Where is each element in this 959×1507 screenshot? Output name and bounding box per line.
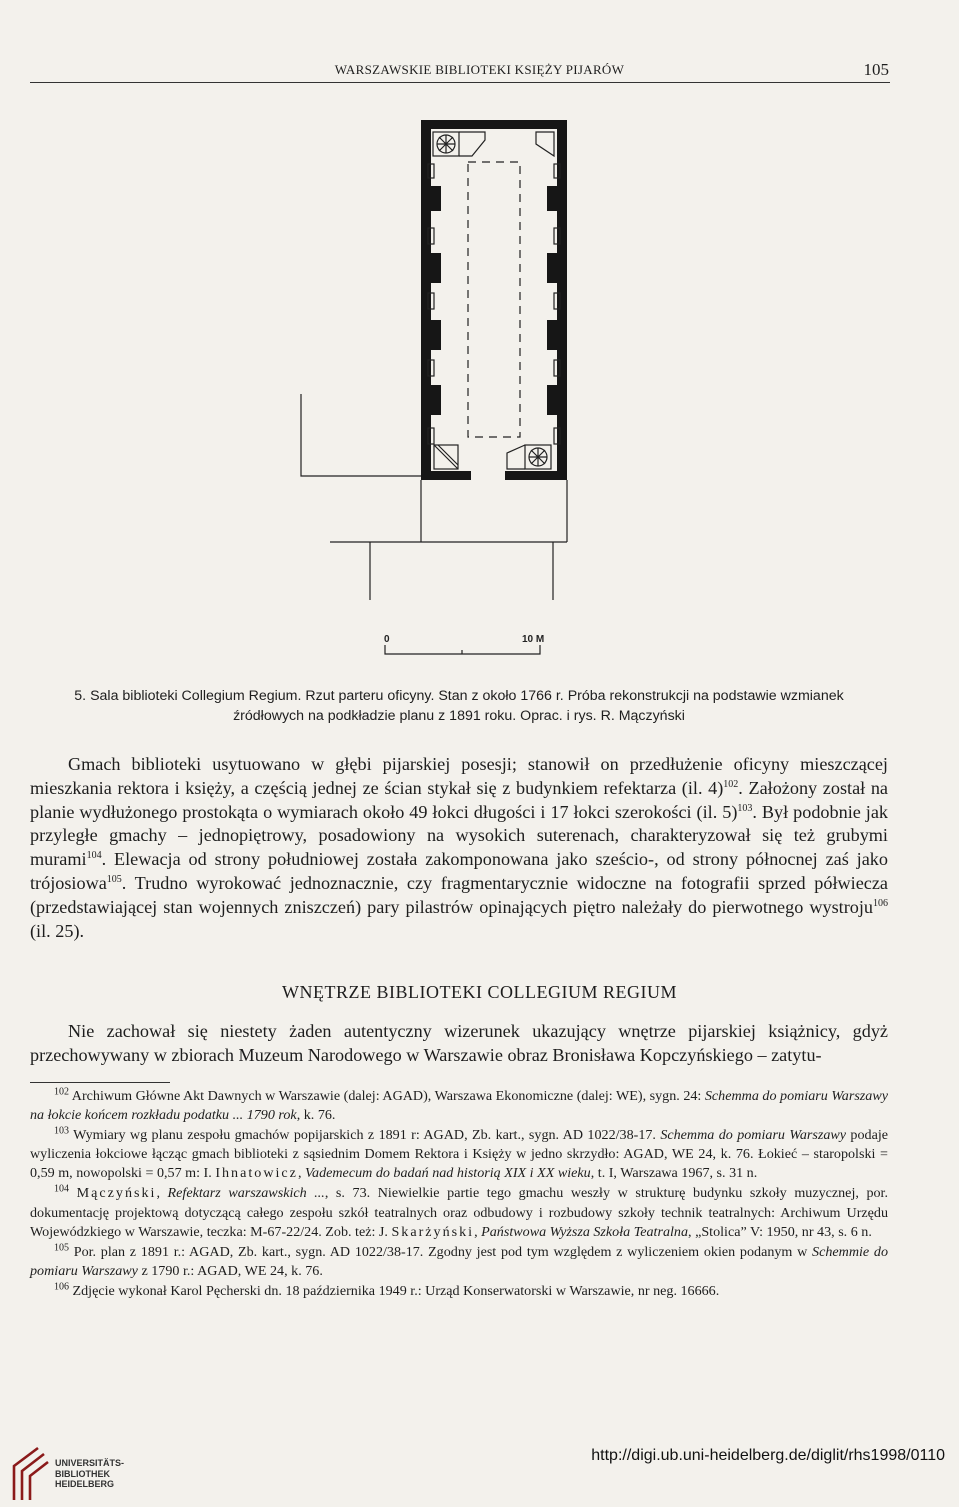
north-wall (421, 120, 567, 129)
footnote-ref-102: 102 (723, 778, 739, 790)
section-heading: WNĘTRZE BIBLIOTEKI COLLEGIUM REGIUM (282, 982, 677, 1002)
footnote-103: $^{103}$ Wymiary wg planu zespołu gmachów popijarskich z 1891 r: AGAD, Zb. kart., sygn. AD 1022/38-17. Schemma do pomiaru Warszawy podaje wyliczenia łokciowe łącząc gmach biblioteki z sąsiednim Domem Rektora i Księży w jedno skrzydło: AGAD, WE 24, k. 76. Łokieć – staropolski = 0,59 m, nowopolski = 0,57 m: I. Ihnatowicz, Vademecum do badań nad historią XIX i XX wieku, t. I, Warszawa 1967, s. 31 n. (30, 1125, 888, 1182)
east-wall (557, 120, 567, 480)
figure-caption (30, 686, 888, 726)
body-paragraph-2: Nie zachował się niestety żaden autentyczny wizerunek ukazujący wnętrze pijarskiej książnicy, gdyż przechowywany w zbiorach Muzeum Narodowego w Warszawie obraz Bronisława Kopczyńskiego – zatytu- (30, 1021, 888, 1065)
west-wall (421, 120, 431, 480)
header-rule (30, 82, 890, 83)
south-wall-right (505, 471, 567, 480)
footnotes (30, 1087, 888, 1302)
university-library-logo-icon (8, 1444, 52, 1502)
source-url-link[interactable]: http://digi.ub.uni-heidelberg.de/diglit/rhs1998/0110 (591, 1447, 945, 1464)
footnote-ref-103: 103 (737, 802, 753, 814)
south-wall-left (421, 471, 471, 480)
caption-line-1: 5. Sala biblioteki Collegium Regium. Rzut parteru oficyny. Stan z około 1766 r. Próba rekonstrukcji na podstawie wzmianek (74, 688, 844, 704)
footnote-102: $^{102}$ Archiwum Główne Akt Dawnych w Warszawie (dalej: AGAD), Warszawa Ekonomiczne (dalej: WE), sygn. 24: Schemma do pomiaru Warszawy na łokcie końcem rozkładu podatku ... 1790 rok, k. 76. (30, 1086, 888, 1124)
caption-line-2: źródłowych na podkładzie planu z 1891 roku. Oprac. i rys. R. Mączyński (233, 708, 685, 724)
scale-start-label: 0 (384, 634, 390, 645)
scale-end-label: 10 M (522, 634, 545, 645)
body-paragraph-1: Gmach biblioteki usytuowano w głębi pijarskiej posesji; stanowił on przedłużenie oficyny mieszczącej mieszkania rektora i księży, a częścią jednej ze ścian stykał się z budynkiem refektarza (il. 4)$^{102}$. Założony został na planie wydłużonego prostokąta o wymiarach około 49 łokci długości i 17 łokci szerokości (il. 5)$^{103}$. Był podobnie jak przyległe gmachy – jednopiętrowy, posadowiony na wysokich suterenach, charakteryzował się też grubymi murami$^{104}$. Elewacja od strony południowej została zakomponowana jako sześcio-, od strony północnej zaś jako trójosiowa$^{105}$. Trudno wyrokować jednoznacznie, czy fragmentarycznie widoczne na fotografii sprzed półwiecza (przedstawiającej stan wojennych zniszczeń) pary pilastrów opinających piętro należały do pierwotnego wystroju$^{106}$ (il. 25). (30, 754, 889, 941)
floor-plan-figure (300, 110, 600, 670)
footnote-106: $^{106}$ Zdjęcie wykonał Karol Pęcherski dn. 18 października 1949 r.: Urząd Konserwatorski w Warszawie, nr neg. 16666. (54, 1281, 720, 1299)
page-number: 105 (863, 60, 889, 79)
footnote-ref-104: 104 (86, 850, 102, 862)
running-header: WARSZAWSKIE BIBLIOTEKI KSIĘŻY PIJARÓW (334, 62, 625, 77)
footnote-104: $^{104}$ Mączyński, Refektarz warszawskich ..., s. 73. Niewielkie partie tego gmachu weszły w strukturę budynku szkoły muzycznej, por. dokumentację projektową dotyczącą całego zespołu szkół teatralnych oraz odbudowy i rozbudowy szkoły technik teatralnych: Archiwum Urzędu Wojewódzkiego w Warszawie, teczka: M-67-22/24. Zob. też: J. Skarżyński, Państwowa Wyższa Szkoła Teatralna, „Stolica” V: 1950, nr 43, s. 6 n. (30, 1183, 888, 1240)
footnote-ref-106: 106 (873, 897, 888, 909)
footnote-105: $^{105}$ Por. plan z 1891 r.: AGAD, Zb. kart., sygn. AD 1022/38-17. Zgodny jest pod tym względem z wyliczeniem okien podanym w Schemmie do pomiaru Warszawy z 1790 r.: AGAD, WE 24, k. 76. (30, 1242, 889, 1279)
library-name: UNIVERSITÄTS- BIBLIOTHEK HEIDELBERG (55, 1458, 125, 1489)
footnote-rule (30, 1082, 170, 1083)
footnote-ref-105: 105 (106, 873, 122, 885)
